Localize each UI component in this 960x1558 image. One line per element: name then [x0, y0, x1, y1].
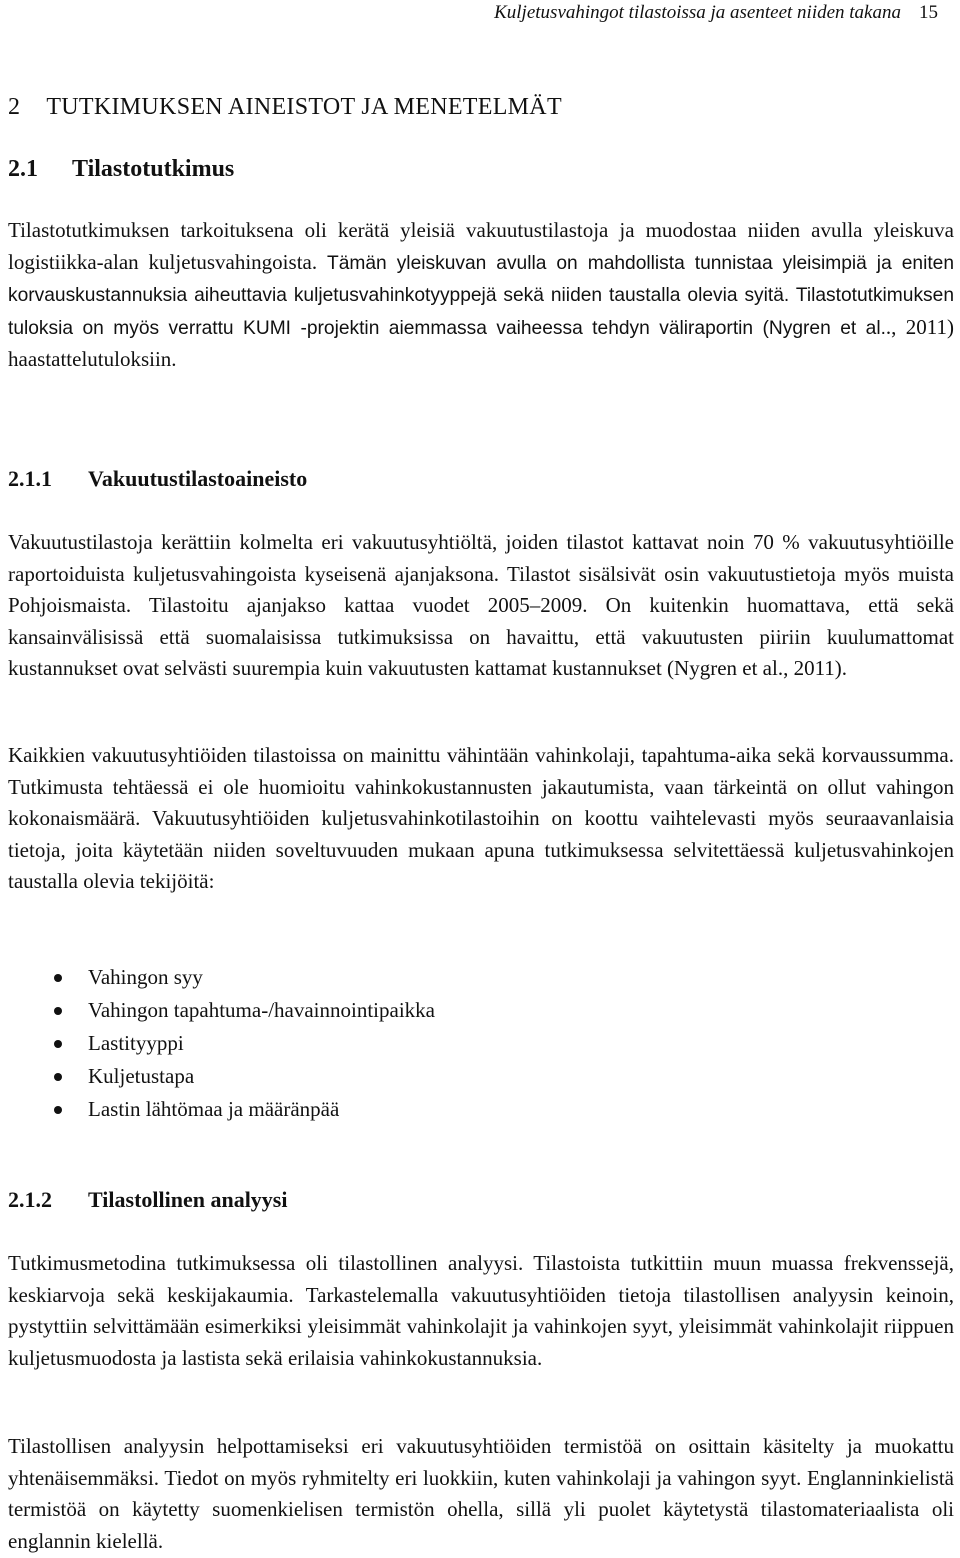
- intro-sentence-1: Tilastotutkimuksen tarkoituksena oli kerätä yleisiä vakuutustilastoja ja muodostaa niiden avulla yleiskuva logistiikka-alan kuljetusvahingoista.: [8, 218, 954, 274]
- subsection-number-1: 2.1.1: [8, 466, 52, 491]
- bullet-icon: [54, 1040, 62, 1048]
- analysis-paragraph-1: Tutkimusmetodina tutkimuksessa oli tilastollinen analyysi. Tilastoista tutkittiin muun muassa frekvenssejä, keskiarvoja sekä keskijakaumia. Tarkastelemalla vakuutusyhtiöiden tietoja tilastollisen analyysin keinoin, pystyttiin selvittämään esimerkiksi yleisimmät vahinkolajit ja vahinkojen syyt, yleisimmät vahinkolajit riippuen kuljetusmuodosta ja lastista sekä erilaisia vahinkokustannuksia.: [8, 1251, 954, 1370]
- running-title: Kuljetusvahingot tilastoissa ja asenteet niiden takana: [494, 2, 901, 23]
- subsection-title-1: Vakuutustilastoaineisto: [88, 466, 308, 491]
- page-number: 15: [919, 2, 938, 23]
- chapter-heading: [8, 94, 562, 121]
- list-item: Lastin lähtömaa ja määränpää: [8, 1093, 435, 1126]
- subsection-heading-2: [8, 1187, 287, 1213]
- insurance-paragraph-1: Vakuutustilastoja kerättiin kolmelta eri vakuutusyhtiöltä, joiden tilastot kattavat noin 70 % vakuutusyhtiöille raportoiduista kuljetusvahingoista kyseisenä ajanjaksona. Tilastot sisälsivät osin vakuutustietoja myös muista Pohjoismaista. Tilastoitu ajanjakso kattaa vuodet 2005–2009. On kuitenkin huomattava, että sekä kansainvälisissä että suomalaisissa tutkimuksissa on havaittu, että vakuutusten piiriin kuulumattomat kustannukset ovat selvästi suurempia kuin vakuutusten kattamat kustannukset (Nygren et al., 2011).: [8, 530, 954, 680]
- chapter-number: 2: [8, 94, 21, 120]
- intro-paragraph: [8, 215, 954, 376]
- chapter-title: TUTKIMUKSEN AINEISTOT JA MENETELMÄT: [46, 94, 562, 120]
- section-number: 2.1: [8, 156, 38, 182]
- bullet-icon: [54, 1106, 62, 1114]
- bullet-icon: [54, 1073, 62, 1081]
- running-header: [494, 2, 938, 24]
- section-title: Tilastotutkimus: [72, 156, 235, 182]
- list-item: Lastityyppi: [8, 1027, 435, 1060]
- list-item: Vahingon syy: [8, 961, 435, 994]
- bullet-icon: [54, 974, 62, 982]
- section-heading: [8, 156, 234, 183]
- subsection-title-2: Tilastollinen analyysi: [88, 1187, 288, 1212]
- subsection-heading-1: [8, 466, 307, 492]
- analysis-paragraph-2: Tilastollisen analyysin helpottamiseksi eri vakuutusyhtiöiden termistöä on osittain käsitelty ja muokattu yhtenäisemmäksi. Tiedot on myös ryhmitelty eri luokkiin, kuten vahinkolaji ja vahingon syyt. Englanninkielistä termistöä on käytetty suomenkielisen termistön ohella, sillä yli puolet käytetystä tilastomateriaalista oli englannin kielellä.: [8, 1434, 954, 1553]
- list-item: Kuljetustapa: [8, 1060, 435, 1093]
- subsection-number-2: 2.1.2: [8, 1187, 52, 1212]
- list-item: Vahingon tapahtuma-/havainnointipaikka: [8, 994, 435, 1027]
- bullet-icon: [54, 1007, 62, 1015]
- intro-sentence-2: Tämän yleiskuvan avulla on mahdollista tunnistaa yleisimpiä ja eniten korvauskustannuksia aiheuttavia kuljetusvahinkotyyppejä sekä niiden taustalla olevia syitä. Tilastotutkimuksen tuloksia on myös verrattu KUMI -projektin aiemmassa vaiheessa tehdyn väliraportin (Nygren et al.: [8, 252, 955, 339]
- insurance-paragraph-2: Kaikkien vakuutusyhtiöiden tilastoissa on mainittu vähintään vahinkolaji, tapahtuma-aika sekä korvaussumma. Tutkimusta tehtäessä ei ole huomioitu vahinkokustannusten jakautumista, vaan tärkeintä on ollut vahingon kokonaismäärä. Vakuutusyhtiöiden kuljetusvahinkotilastoihin on koottu vaihtelevasti myös seuraavanlaisia tietoja, joita käytetään niiden soveltuvuuden mukaan apuna tutkimuksessa selvitettäessä kuljetusvahinkojen taustalla olevia tekijöitä:: [8, 743, 954, 893]
- intro-sentence-3: ., 2011) haastattelutuloksiin.: [8, 314, 954, 371]
- data-fields-list: [8, 961, 435, 1126]
